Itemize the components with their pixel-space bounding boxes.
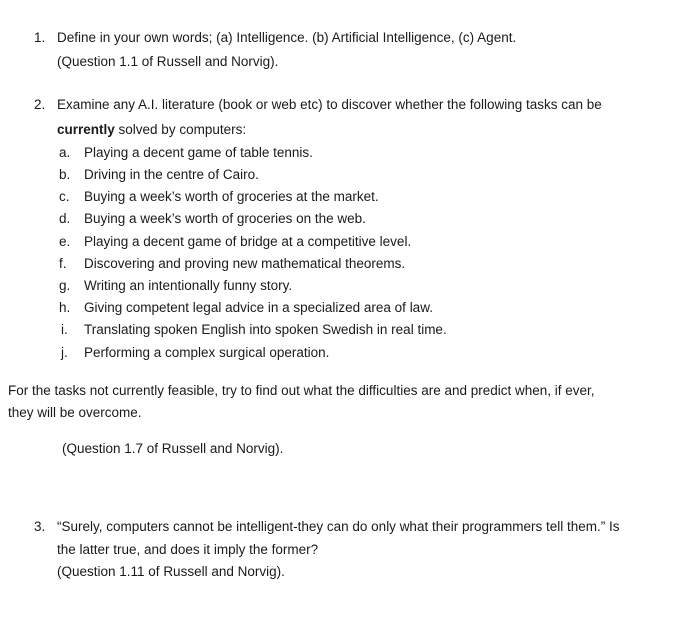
list-item: Writing an intentionally funny story. [84,278,293,293]
list-item-letter: e. [59,234,71,249]
question-2-source: (Question 1.7 of Russell and Norvig). [62,441,284,456]
followup-text-line1: For the tasks not currently feasible, try to find out what the difficulties are and predict when, if ever, [8,383,595,398]
list-item: Giving competent legal advice in a specialized area of law. [84,300,433,315]
list-item: Discovering and proving new mathematical theorems. [84,256,406,271]
list-item-letter: a. [59,145,71,160]
question-2-text-line2-rest: solved by computers: [114,122,247,137]
list-item: Buying a week’s worth of groceries on the web. [84,211,366,226]
list-item-letter: j. [61,345,68,360]
question-1-number: 1. [34,30,46,45]
question-3-number: 3. [34,519,46,534]
list-item-letter: g. [59,278,71,293]
question-2-text-line2 [57,122,246,137]
list-item-letter: c. [59,189,70,204]
list-item-letter: f. [59,256,67,271]
list-item-letter: i. [61,322,68,337]
list-item: Performing a complex surgical operation. [84,345,330,360]
list-item: Playing a decent game of bridge at a competitive level. [84,234,412,249]
list-item: Driving in the centre of Cairo. [84,167,259,182]
list-item-letter: d. [59,211,71,226]
list-item-letter: b. [59,167,71,182]
question-1-text: Define in your own words; (a) Intelligence. (b) Artificial Intelligence, (c) Agent. [57,30,517,45]
list-item: Buying a week’s worth of groceries at the market. [84,189,379,204]
emphasis-currently: currently [57,122,115,137]
followup-text-line2: they will be overcome. [8,405,142,420]
question-2-number: 2. [34,97,46,112]
question-3-source: (Question 1.11 of Russell and Norvig). [57,564,285,579]
question-1-source: (Question 1.1 of Russell and Norvig). [57,54,279,69]
list-item: Translating spoken English into spoken Swedish in real time. [84,322,447,337]
question-2-text-line1: Examine any A.I. literature (book or web etc) to discover whether the following tasks can be [57,97,602,112]
question-3-text-line1: “Surely, computers cannot be intelligent-they can do only what their programmers tell them.” Is [57,519,620,534]
list-item-letter: h. [59,300,71,315]
list-item: Playing a decent game of table tennis. [84,145,313,160]
question-3-text-line2: the latter true, and does it imply the former? [57,542,319,557]
